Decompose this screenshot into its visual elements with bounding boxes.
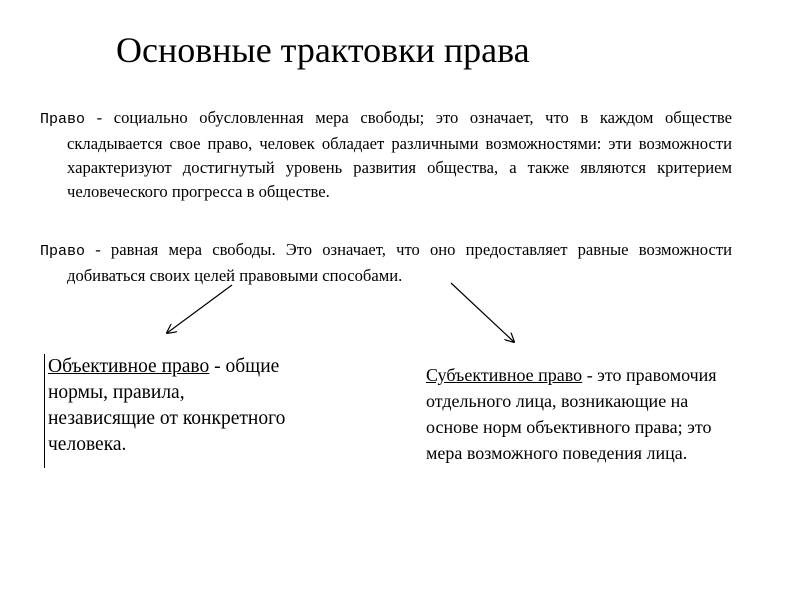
paragraph-term: Право: [40, 111, 86, 128]
paragraph-social-freedom: [40, 106, 732, 204]
arrow-to-subjective: [451, 283, 514, 342]
objective-law-term: Объективное право: [48, 356, 210, 377]
paragraph-text: - равная мера свободы. Это означает, что оно предоставляет равные возможности добиваться своих целей правовыми способами.: [67, 240, 732, 285]
objective-law-text: - общие нормы, правила, независящие от конкретного человека.: [48, 356, 286, 455]
subjective-law-text: - это правомочия отдельного лица, возникающие на основе норм объективного права; это мера возможного поведения лица.: [426, 365, 717, 463]
subjective-law-box: [426, 362, 726, 466]
paragraph-term: Право: [40, 243, 86, 260]
subjective-law-term: Субъективное право: [426, 365, 583, 385]
paragraph-equal-freedom: [40, 238, 732, 288]
arrow-to-objective: [167, 285, 232, 333]
paragraph-text: - социально обусловленная мера свободы; это означает, что в каждом обществе складывается свое право, человек обладает различными возможностями: эти возможности характеризуют достигнутый уровень развития общества, а также являются критерием человеческого прогресса в обществе.: [67, 108, 732, 201]
slide-title: Основные трактовки права: [116, 30, 530, 70]
objective-law-box: [44, 354, 286, 468]
